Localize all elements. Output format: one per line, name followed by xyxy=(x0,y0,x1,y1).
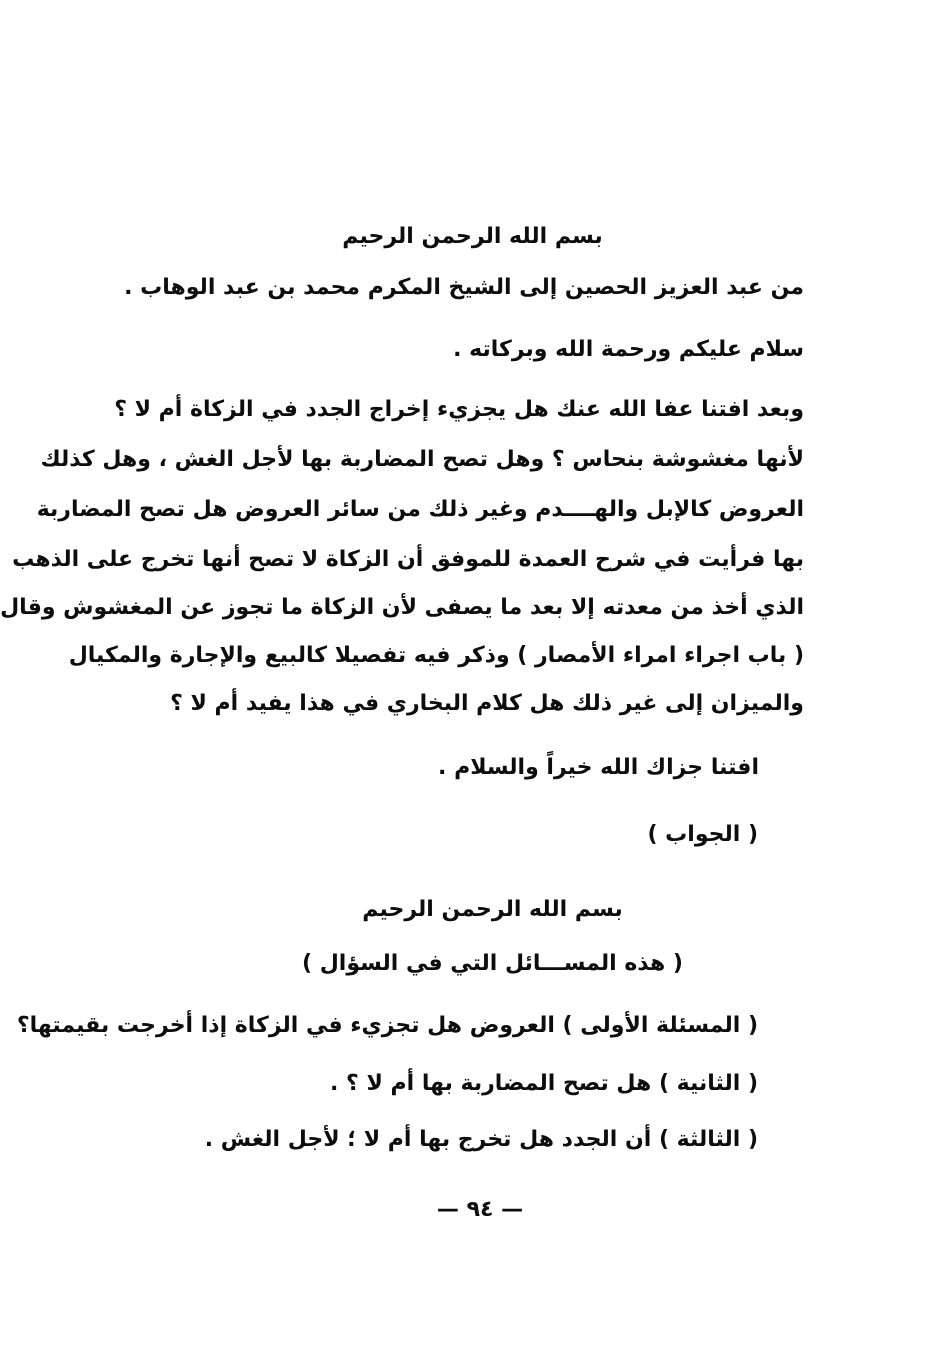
issue-second: ( الثانية ) هل تصح المضاربة بها أم لا ؟ . xyxy=(330,1071,758,1096)
letter-closing: افتنا جزاك الله خيراً والسلام . xyxy=(438,755,759,780)
letter-from-line: من عبد العزيز الحصين إلى الشيخ المكرم محمد بن عبد الوهاب . xyxy=(124,275,804,300)
issue-first: ( المسئلة الأولى ) العروض هل تجزيء في الزكاة إذا أخرجت بقيمتها؟ xyxy=(16,1013,758,1038)
question-line: بها فرأيت في شرح العمدة للموفق أن الزكاة لا تصح أنها تخرج على الذهب xyxy=(12,547,804,572)
page-number: — ٩٤ — xyxy=(436,1197,524,1222)
question-line: الذي أخذ من معدته إلا بعد ما يصفى لأن الزكاة ما تجوز عن المغشوش وقال xyxy=(0,595,804,620)
question-line: ( باب اجراء امراء الأمصار ) وذكر فيه تفصيلا كالبيع والإجارة والمكيال xyxy=(68,643,804,668)
question-line: لأنها مغشوشة بنحاس ؟ وهل تصح المضاربة بها لأجل الغش ، وهل كذلك xyxy=(40,447,804,472)
answer-basmala: بسم الله الرحمن الرحيم xyxy=(362,897,623,922)
question-line: وبعد افتنا عفا الله عنك هل يجزيء إخراج الجدد في الزكاة أم لا ؟ xyxy=(114,397,804,422)
letter-greeting: سلام عليكم ورحمة الله وبركاته . xyxy=(453,337,804,362)
letter-basmala: بسم الله الرحمن الرحيم xyxy=(342,224,603,249)
question-line: العروض كالإبل والهــــدم وغير ذلك من سائر العروض هل تصح المضاربة xyxy=(36,497,804,522)
answer-heading: ( الجواب ) xyxy=(647,822,758,847)
answer-subheading: ( هذه المســـائل التي في السؤال ) xyxy=(302,951,683,976)
question-last-line: والميزان إلى غير ذلك هل كلام البخاري في هذا يفيد أم لا ؟ xyxy=(170,691,804,716)
issue-third: ( الثالثة ) أن الجدد هل تخرج بها أم لا ؛ لأجل الغش . xyxy=(204,1127,758,1152)
